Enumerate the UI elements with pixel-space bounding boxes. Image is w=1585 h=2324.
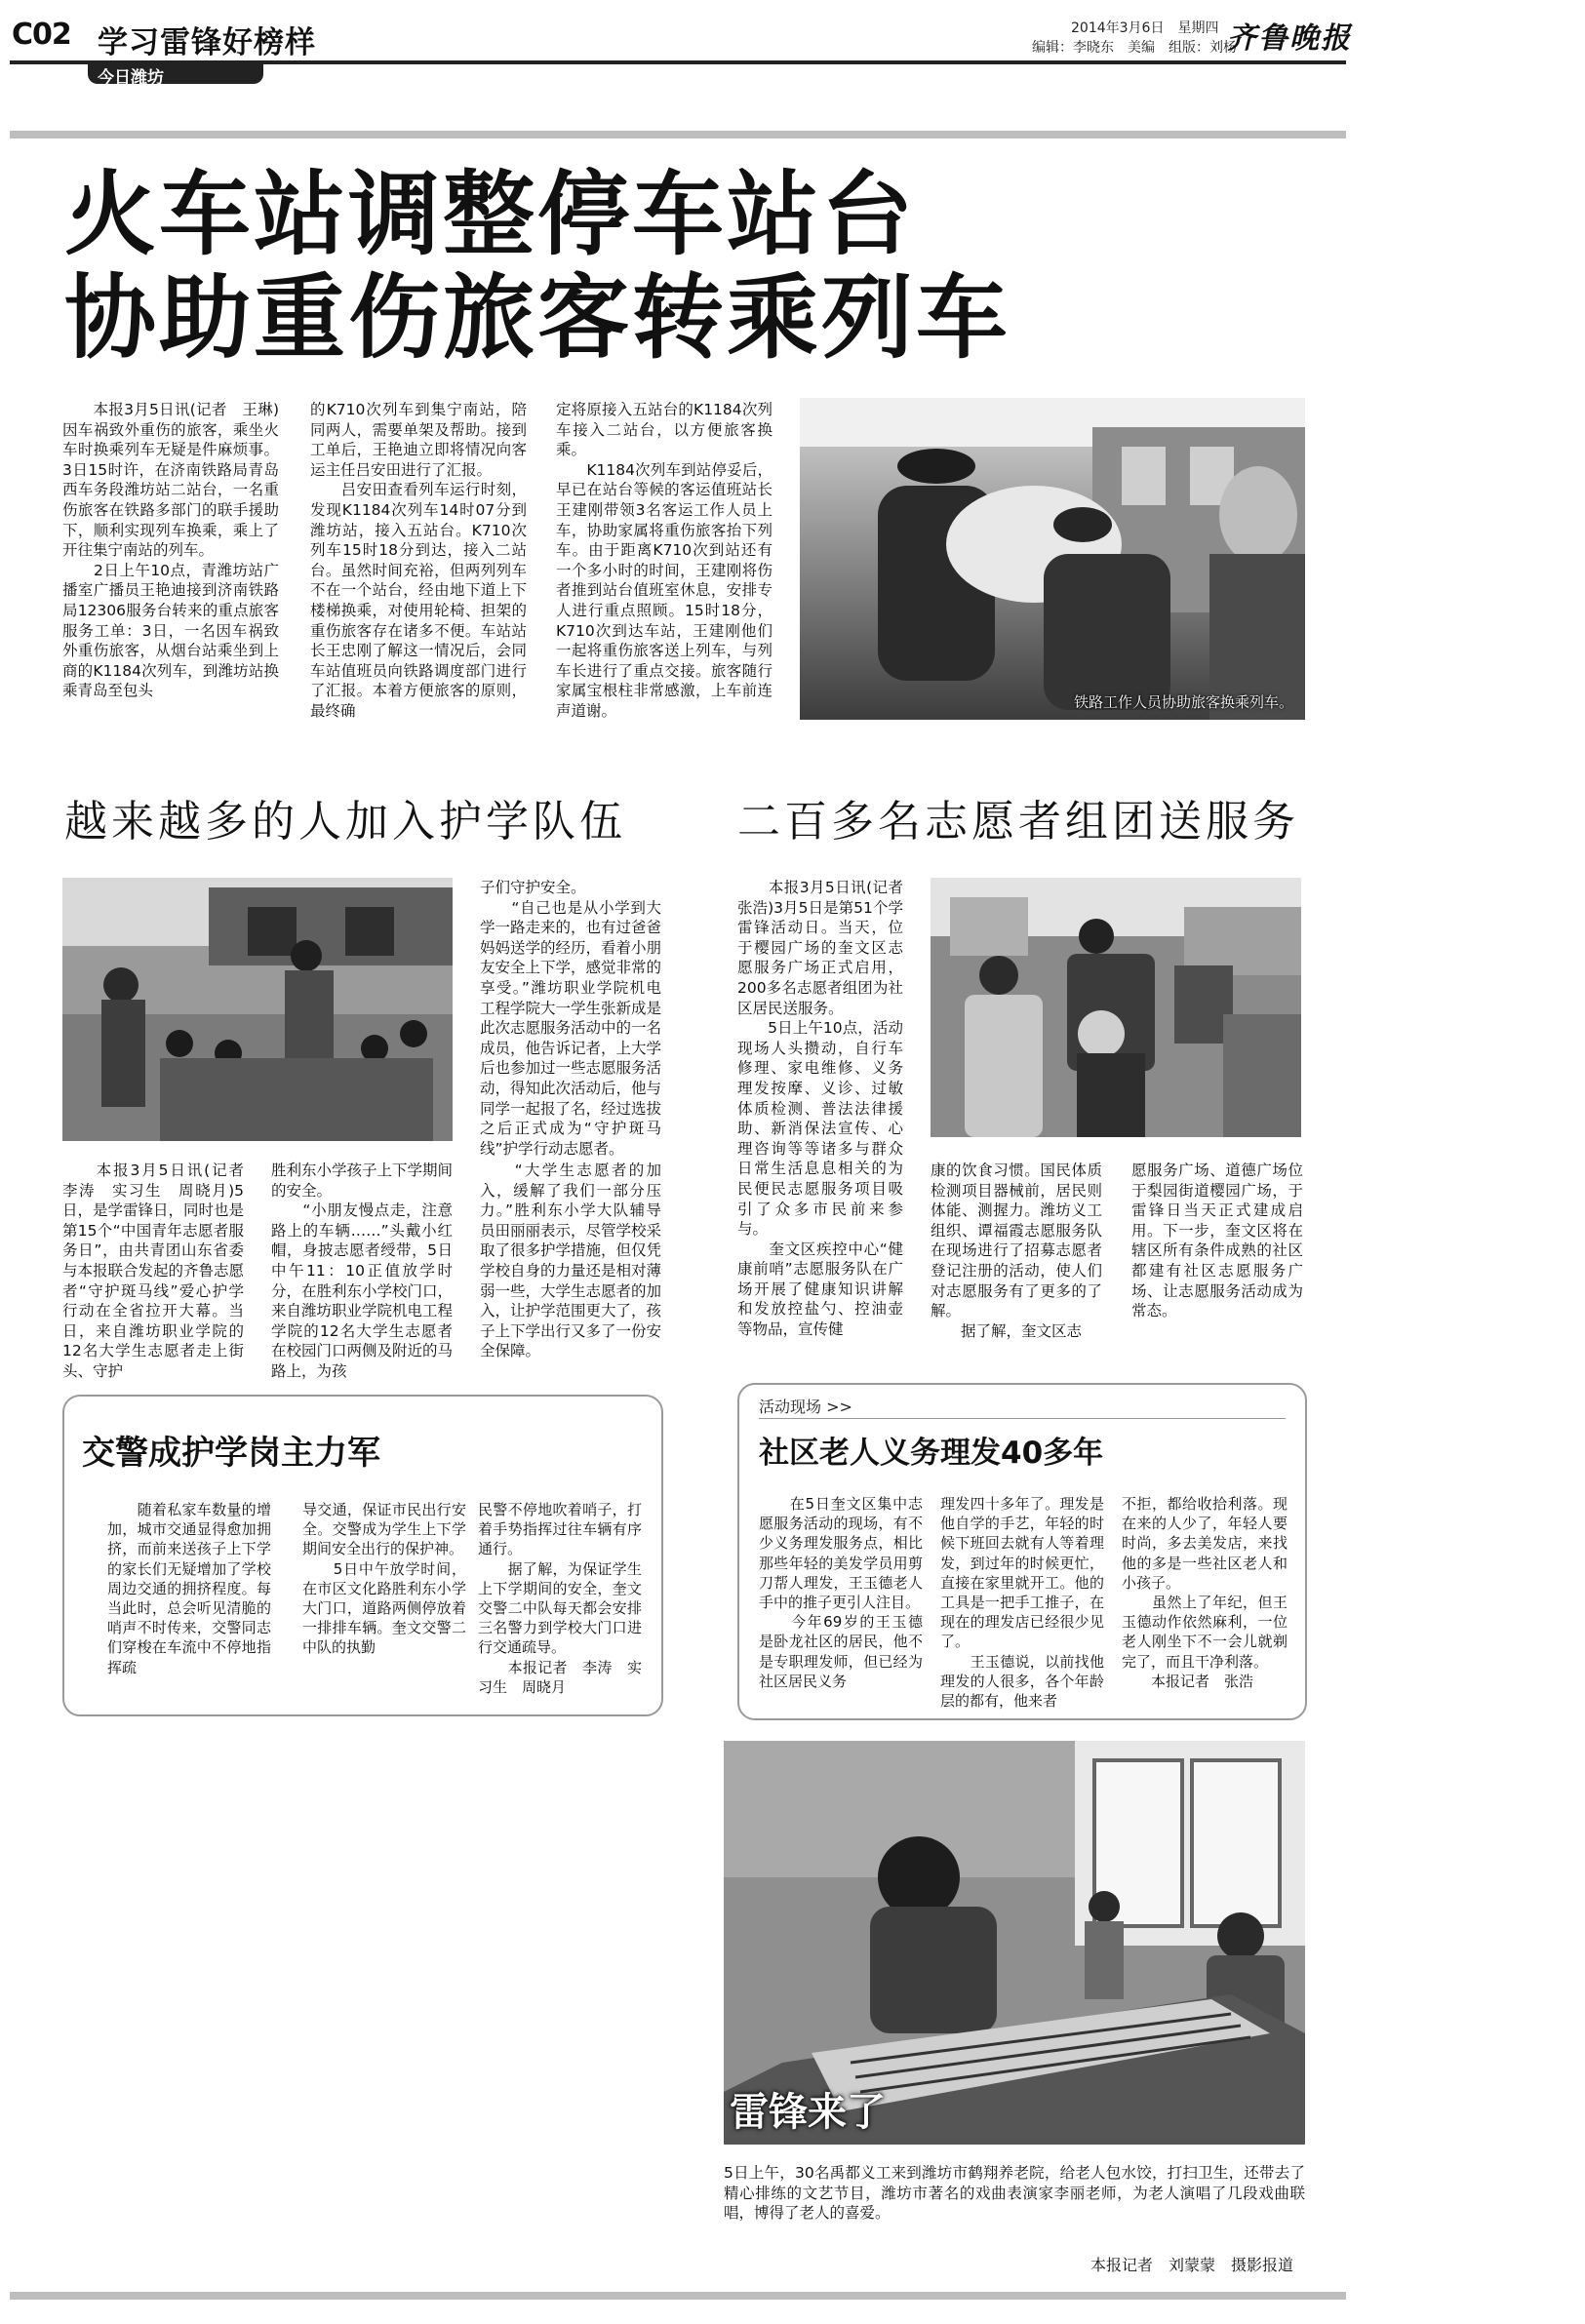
- main-col-2: 的K710次列车到集宁南站，陪同两人，需要单架及帮助。接到工单后，王艳迪立即将情况向客运主任吕安田进行了汇报。 吕安田查看列车运行时刻，发现K1184次列车14时07分到潍坊站，接入五站台。K710次列车15时18分到达，接入二站台。虽然时间充裕，但两列列车不在一个站台，经由地下道上下楼梯换乘，对使用轮椅、担架的重伤旅客存在诸多不便。车站站长王忠刚了解这一情况后，会同车站值班员向铁路调度部门进行了汇报。本着方便旅客的原则，最终确: [310, 401, 527, 720]
- page-header: [0, 0, 1585, 88]
- left-story-col-3-top: 子们守护安全。 “自己也是从小学到大学一路走来的，也有过爸爸妈妈送学的经历，看着小朋友安全上下学，感觉非常的享受。”潍坊职业学院机电工程学院大一学生张新成是此次志愿服务活动中的一名成员，他告诉记者，上大学后也参加过一些志愿服务活动，得知此次活动后，他与同学一起报了名，经过选拔之后正式成为“守护斑马线”护学行动志愿者。: [480, 879, 662, 1158]
- right-story-col-3: 愿服务广场、道德广场位于梨园街道樱园广场，于雷锋日当天正式建成启用。下一步，奎文区将在辖区所有条件成熟的社区都建有社区志愿服务广场、让志愿服务活动成为常态。: [1131, 1162, 1303, 1320]
- left-story-photo: [62, 878, 453, 1141]
- traffic-police-box-col-3: 民警不停地吹着哨子，打着手势指挥过往车辆有序通行。 据了解，为保证学生上下学期间的安全，奎文交警二中队每天都会安排三名警力到学校大门口进行交通疏导。 本报记者 李涛 实习生 周晓月: [478, 1501, 642, 1696]
- left-story-headline: 越来越多的人加入护学队伍: [64, 797, 626, 847]
- main-photo-caption: 铁路工作人员协助旅客换乘列车。: [1073, 693, 1293, 711]
- main-headline: [64, 164, 1010, 371]
- section-title: 学习雷锋好榜样: [98, 25, 316, 60]
- left-story-photo-image: [62, 878, 453, 1141]
- haircut-box-col-3: 不拒，都给收拾利落。现在来的人少了，年轻人要时尚，多去美发店，来找他的多是一些社区老人和小孩子。 虽然上了年纪，但王玉德动作依然麻利，一位老人刚坐下不一会儿就剃完了，而且干净利落。 本报记者 张浩: [1122, 1495, 1288, 1690]
- main-headline-line2: 协助重伤旅客转乘列车: [64, 265, 1011, 372]
- left-story-col-1: 本报3月5日讯(记者 李涛 实习生 周晓月)5日，是学雷锋日，同时也是第15个“中国青年志愿者服务日”，由共青团山东省委与本报联合发起的齐鲁志愿者“守护斑马线”爱心护学行动在全省拉开大幕。当日，来自潍坊职业学院的12名大学生志愿者走上街头、守护: [62, 1162, 259, 1380]
- header-editors: 编辑：李晓东 美编 组版：刘杨: [1032, 40, 1237, 56]
- haircut-box-col-1: 在5日奎文区集中志愿服务活动的现场，有不少义务理发服务点，相比那些年轻的美发学员用剪刀帮人理发，王玉德老人手中的推子更引人注目。 今年69岁的王玉德是卧龙社区的居民，他不是专职理发师，但已经为社区居民义务: [759, 1495, 923, 1690]
- main-col-3: 定将原接入五站台的K1184次列车接入二站台，以方便旅客换乘。 K1184次列车到站停妥后，早已在站台等候的客运值班站长王建刚带领3名客运工作人员上车，协助家属将重伤旅客抬下列车。由于距离K710次到站还有一个多小时的时间，王建刚将伤者推到站台值班室休息，安排专人进行重点照顾。15时18分，K710次到达车站，王建刚他们一起将重伤旅客送上列车，与列车长进行了重点交接。旅客随行家属宝根柱非常感激，上车前连声道谢。: [556, 401, 773, 720]
- right-story-headline: 二百多名志愿者组团送服务: [737, 797, 1299, 847]
- right-story-photo: [931, 878, 1301, 1137]
- left-story-col-2: 胜利东小学孩子上下学期间的安全。 “小朋友慢点走，注意路上的车辆……”头戴小红帽，身披志愿者绶带，5日中午11：10正值放学时分，在胜利东小学校门口，来自潍坊职业学院机电工程学院的12名大学生志愿者在校园门口两侧及附近的马路上，为孩: [271, 1162, 454, 1380]
- main-photo: [800, 398, 1305, 720]
- top-gray-band: [10, 131, 1346, 138]
- traffic-police-box-title: 交警成护学岗主力军: [82, 1434, 380, 1473]
- right-story-photo-image: [931, 878, 1301, 1137]
- haircut-box: [737, 1383, 1307, 1720]
- main-headline-line1: 火车站调整停车站台: [64, 162, 917, 268]
- left-story-col-3-bottom: “大学生志愿者的加入，缓解了我们一部分压力。”胜利东小学大队辅导员田丽丽表示，尽管学校采取了很多护学措施，但仅凭学校自身的力量还是相对薄弱一些，大学生志愿者的加入，让护学范围更大了，孩子上下学出行又多了一份安全保障。: [480, 1162, 662, 1360]
- header-date: 2014年3月6日 星期四: [1071, 20, 1219, 36]
- right-story-col-1: 本报3月5日讯(记者 张浩)3月5日是第51个学雷锋活动日。当天，位于樱园广场的奎文区志愿服务广场正式启用，200多名志愿者组团为社区居民送服务。 5日上午10点，活动现场人头攒动，自行车修理、家电维修、义务理发按摩、义诊、过敏体质检测、普法法律援助、新消保法宣传、心理咨询等等诸多与群众日常生活息息相关的为民便民志愿服务项目吸引了众多市民前来参与。 奎文区疾控中心“健康前哨”志愿服务队在广场开展了健康知识讲解和发放控盐勺、控油壶等物品，宣传健: [737, 879, 903, 1339]
- traffic-police-box-col-2: 导交通，保证市民出行安全。交警成为学生上下学期间安全出行的保护神。 5日中午放学时间，在市区文化路胜利东小学大门口，道路两侧停放着一排排车辆。奎文交警二中队的执勤: [302, 1501, 466, 1657]
- haircut-box-tag-rule: [759, 1418, 1286, 1419]
- page-code: C02: [12, 18, 71, 52]
- haircut-box-col-2: 理发四十多年了。理发是他自学的手艺，年轻的时候下班回去就有人等着理发，到过年的时候更忙，直接在家里就开工。他的工具是一把手工推子，在现在的理发店已经很少见了。 王玉德说，以前找他理发的人很多，各个年龄层的都有，他来者: [940, 1495, 1104, 1711]
- bottom-photo-title: 雷锋来了: [730, 2090, 886, 2135]
- main-col-1: 本报3月5日讯(记者 王琳)因车祸致外重伤的旅客，乘坐火车时换乘列车无疑是件麻烦事。3日15时许，在济南铁路局青岛西车务段潍坊站二站台，一名重伤旅客在铁路多部门的联手援助下，顺利实现列车换乘，乘上了开往集宁南站的列车。 2日上午10点，青潍坊站广播室广播员王艳迪接到济南铁路局12306服务台转来的重点旅客服务工单：3日，一名因车祸致外重伤旅客，从烟台站乘坐到上商的K1184次列车，到潍坊站换乘青岛至包头: [62, 401, 279, 700]
- bottom-photo-credit: 本报记者 刘蒙蒙 摄影报道: [1090, 2256, 1294, 2274]
- traffic-police-box: [62, 1395, 663, 1716]
- traffic-police-box-col-1: 随着私家车数量的增加，城市交通显得愈加拥挤，而前来送孩子上下学的家长们无疑增加了学校周边交通的拥挤程度。每当此时，总会听见清脆的哨声不时传来，交警同志们穿梭在车流中不停地指挥疏: [107, 1501, 271, 1676]
- right-story-col-2: 康的饮食习惯。国民体质检测项目器械前，居民则体能、测握力。潍坊义工组织、谭福霞志愿服务队在现场进行了招募志愿者登记注册的活动，使人们对志愿服务有了更多的了解。 据了解，奎文区志: [931, 1162, 1102, 1340]
- haircut-box-tag: 活动现场 >>: [759, 1398, 852, 1416]
- main-photo-image: [800, 398, 1305, 720]
- bottom-photo: [724, 1741, 1305, 2145]
- subsection-label: 今日潍坊: [98, 68, 164, 88]
- bottom-gray-band: [10, 2292, 1346, 2300]
- paper-logo: 齐鲁晚报: [1227, 21, 1352, 56]
- haircut-box-title: 社区老人义务理发40多年: [759, 1436, 1104, 1471]
- bottom-photo-caption: 5日上午，30名禹都义工来到潍坊市鹤翔养老院，给老人包水饺，打扫卫生，还带去了精心排练的文艺节目，潍坊市著名的戏曲表演家李丽老师，为老人演唱了几段戏曲联唱，博得了老人的喜爱。: [724, 2164, 1305, 2223]
